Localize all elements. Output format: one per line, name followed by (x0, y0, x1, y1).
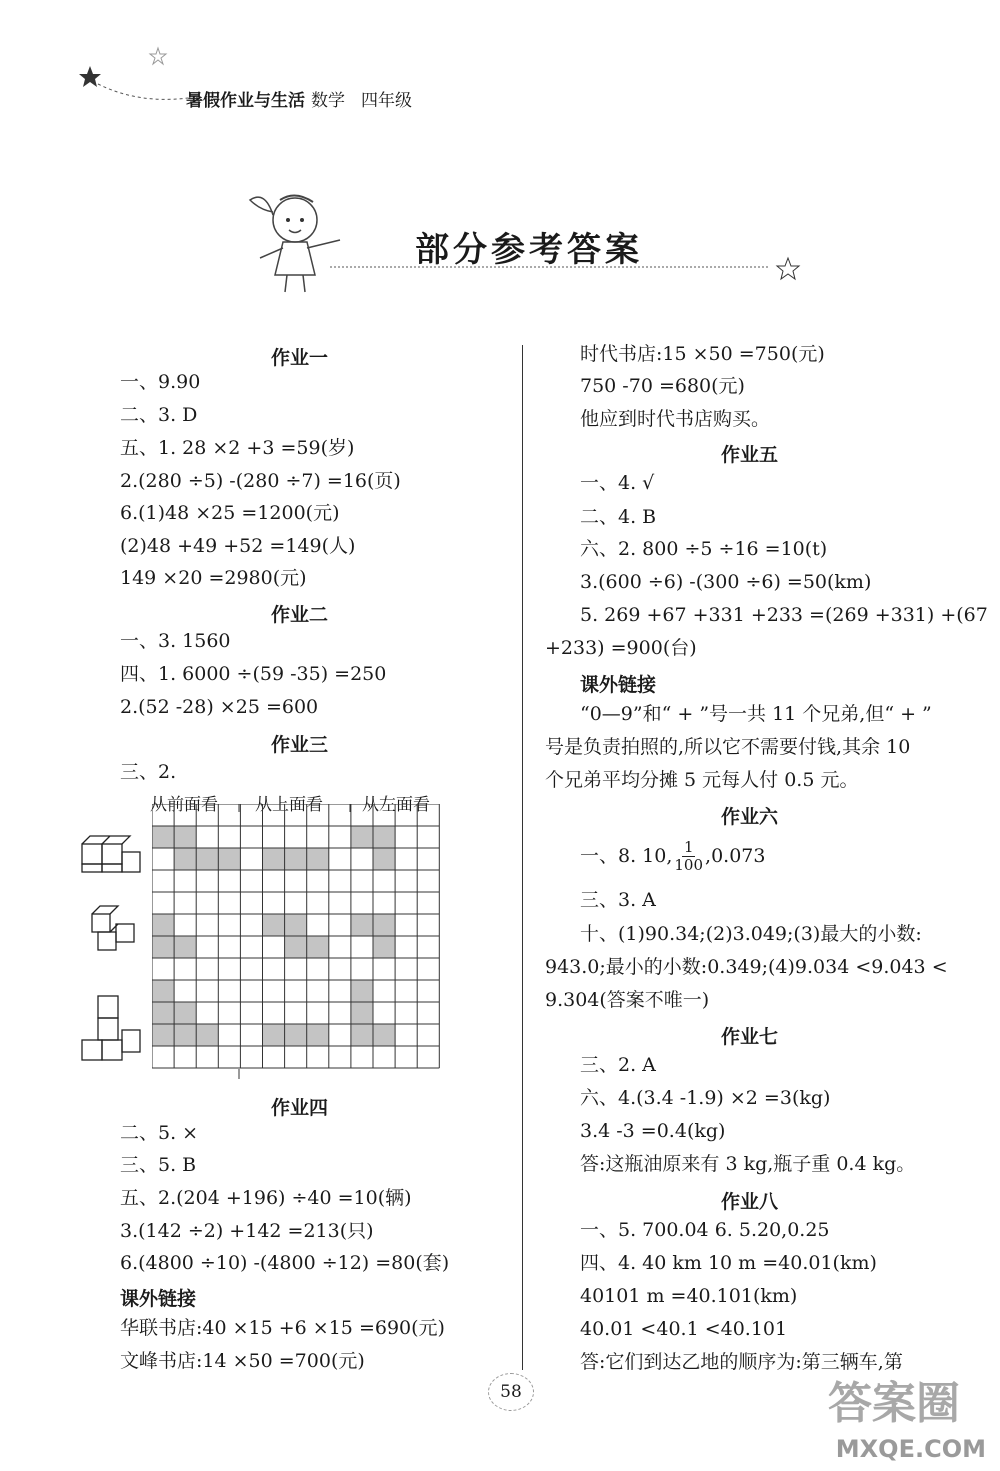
answer-line: 他应到时代书店购买。 (580, 408, 771, 430)
grid-shaded-cell (174, 848, 196, 870)
answer-line: 6.(4800 ÷10) -(4800 ÷12) =80(套) (120, 1252, 450, 1274)
cube-figures (78, 832, 148, 1067)
header-series: 暑假作业与生活 (186, 91, 305, 111)
grid-shaded-cell (351, 1002, 373, 1024)
grid-shaded-cell (152, 980, 174, 1002)
watermark-logo: 答案圈 (828, 1378, 960, 1429)
grid-shaded-cell (152, 1002, 174, 1024)
star-outline-icon (150, 48, 166, 64)
answer-line: 三、2. A (580, 1054, 656, 1076)
answer-line: 号是负责拍照的,所以它不需要付钱,其余 10 (545, 736, 911, 758)
answer-line: 149 ×20 =2980(元) (120, 567, 307, 589)
answer-line: (2)48 +49 +52 =149(人) (120, 535, 356, 557)
answer-line: 二、5. × (120, 1122, 199, 1144)
answer-line: +233) =900(台) (545, 637, 697, 659)
page-number: 58 (488, 1373, 534, 1411)
grid-label-top: 从上面看 (255, 795, 323, 815)
answer-line: 750 -70 =680(元) (580, 375, 745, 397)
header-grade: 四年级 (361, 91, 412, 111)
section-title-hw4: 作业四 (271, 1097, 329, 1119)
grid-shaded-cell (285, 848, 307, 870)
answer-line: 2.(52 -28) ×25 =600 (120, 696, 319, 718)
section-title-hw8: 作业八 (721, 1191, 779, 1213)
grid-shaded-cell (285, 914, 307, 936)
grid-shaded-cell (351, 1024, 373, 1046)
grid-shaded-cell (373, 826, 395, 848)
grid-shaded-cell (263, 1024, 285, 1046)
answer-line: 一、9.90 (120, 371, 201, 393)
grid-shaded-cell (196, 848, 218, 870)
grid-shaded-cell (174, 826, 196, 848)
answer-line: 四、1. 6000 ÷(59 -35) =250 (120, 663, 387, 685)
answer-line: 6.(1)48 ×25 =1200(元) (120, 502, 340, 524)
section-title-hw3: 作业三 (271, 734, 329, 756)
answer-line: 40.01 <40.1 <40.101 (580, 1318, 788, 1340)
answer-line: 3.(600 ÷6) -(300 ÷6) =50(km) (580, 571, 872, 593)
grid-shaded-cell (152, 1024, 174, 1046)
answer-line: 答:它们到达乙地的顺序为:第三辆车,第 (580, 1351, 903, 1373)
cube-figure-3 (82, 996, 140, 1060)
grid-shaded-cell (373, 1024, 395, 1046)
grid-shaded-cell (351, 826, 373, 848)
grid-shaded-cell (285, 936, 307, 958)
answer-line: 五、2.(204 +196) ÷40 =10(辆) (120, 1187, 412, 1209)
answer-line-fraction (580, 839, 765, 874)
grid-shaded-cell (263, 914, 285, 936)
answer-line: 40101 m =40.101(km) (580, 1285, 798, 1307)
answer-line: 四、4. 40 km 10 m =40.01(km) (580, 1252, 877, 1274)
grid-shaded-cell (307, 1024, 329, 1046)
grid-label-front: 从前面看 (150, 795, 218, 815)
grid-shaded-cell (373, 936, 395, 958)
section-title-hw5: 作业五 (721, 444, 779, 466)
answer-line: 9.304(答案不唯一) (545, 989, 710, 1011)
grid-shaded-cell (152, 914, 174, 936)
answer-line: 一、4. √ (580, 472, 655, 494)
star-outline-icon (777, 258, 799, 279)
answer-line: 三、2. (120, 761, 177, 783)
column-divider (522, 345, 523, 1370)
title-underline (330, 255, 810, 285)
grid-shaded-cell (307, 848, 329, 870)
answer-text: 一、8. 10, (580, 845, 673, 867)
answer-line: 943.0;最小的小数:0.349;(4)9.034 <9.043 < (545, 956, 948, 978)
cube-figure-1 (82, 836, 140, 872)
extra-link-title: 课外链接 (580, 674, 657, 696)
answer-line: “0—9”和“ + ”号一共 11 个兄弟,但“ + ” (580, 703, 932, 725)
grid-shaded-cell (174, 1024, 196, 1046)
answer-line: 六、4.(3.4 -1.9) ×2 =3(kg) (580, 1087, 831, 1109)
grid-shaded-cell (373, 848, 395, 870)
header-star-trail (78, 40, 198, 110)
grid-shaded-cell (152, 826, 174, 848)
answer-line: 3.(142 ÷2) +142 =213(只) (120, 1220, 374, 1242)
answer-line: 华联书店:40 ×15 +6 ×15 =690(元) (120, 1317, 445, 1339)
grid-shaded-cell (373, 914, 395, 936)
answer-line: 答:这瓶油原来有 3 kg,瓶子重 0.4 kg。 (580, 1153, 916, 1175)
answer-line: 个兄弟平均分摊 5 元每人付 0.5 元。 (545, 769, 859, 791)
section-title-hw2: 作业二 (271, 604, 329, 626)
watermark-url: MXQE.COM (835, 1435, 986, 1463)
answer-line: 十、(1)90.34;(2)3.049;(3)最大的小数: (580, 923, 922, 945)
section-title-hw6: 作业六 (721, 806, 779, 828)
grid-shaded-cell (196, 1024, 218, 1046)
star-icon (79, 66, 101, 87)
answer-text: ,0.073 (705, 845, 766, 867)
grid-shaded-cell (285, 1024, 307, 1046)
answer-line: 五、1. 28 ×2 +3 =59(岁) (120, 437, 355, 459)
extra-link-title: 课外链接 (120, 1288, 197, 1310)
answer-line: 二、4. B (580, 506, 657, 528)
answer-line: 5. 269 +67 +331 +233 =(269 +331) +(67 (580, 604, 988, 626)
grid-shaded-cell (351, 980, 373, 1002)
fraction-denominator: 100 (674, 856, 704, 874)
grid-label-left: 从左面看 (362, 795, 430, 815)
page-title: 部分参考答案 (415, 230, 643, 270)
grid-shaded-cell (174, 1002, 196, 1024)
grid-shaded-cell (152, 936, 174, 958)
answer-line: 时代书店:15 ×50 =750(元) (580, 343, 825, 365)
section-title-hw7: 作业七 (721, 1026, 779, 1048)
answer-line: 三、3. A (580, 889, 656, 911)
answer-line: 一、5. 700.04 6. 5.20,0.25 (580, 1219, 830, 1241)
header (186, 86, 412, 111)
header-subject: 数学 (311, 91, 345, 111)
section-title-hw1: 作业一 (271, 347, 329, 369)
grid-shaded-cell (218, 848, 240, 870)
answer-line: 3.4 -3 =0.4(kg) (580, 1120, 726, 1142)
view-grid (152, 804, 452, 1079)
answer-line: 三、5. B (120, 1154, 197, 1176)
answer-line: 2.(280 ÷5) -(280 ÷7) =16(页) (120, 470, 401, 492)
answer-line: 文峰书店:14 ×50 =700(元) (120, 1350, 365, 1372)
cube-figure-2 (92, 906, 134, 950)
grid-shaded-cell (174, 936, 196, 958)
fraction (674, 839, 703, 874)
answer-line: 六、2. 800 ÷5 ÷16 =10(t) (580, 538, 828, 560)
answer-line: 二、3. D (120, 404, 198, 426)
grid-shaded-cell (351, 914, 373, 936)
grid-shaded-cell (263, 848, 285, 870)
answer-line: 一、3. 1560 (120, 630, 231, 652)
fraction-numerator: 1 (683, 838, 694, 856)
grid-shaded-cell (307, 936, 329, 958)
